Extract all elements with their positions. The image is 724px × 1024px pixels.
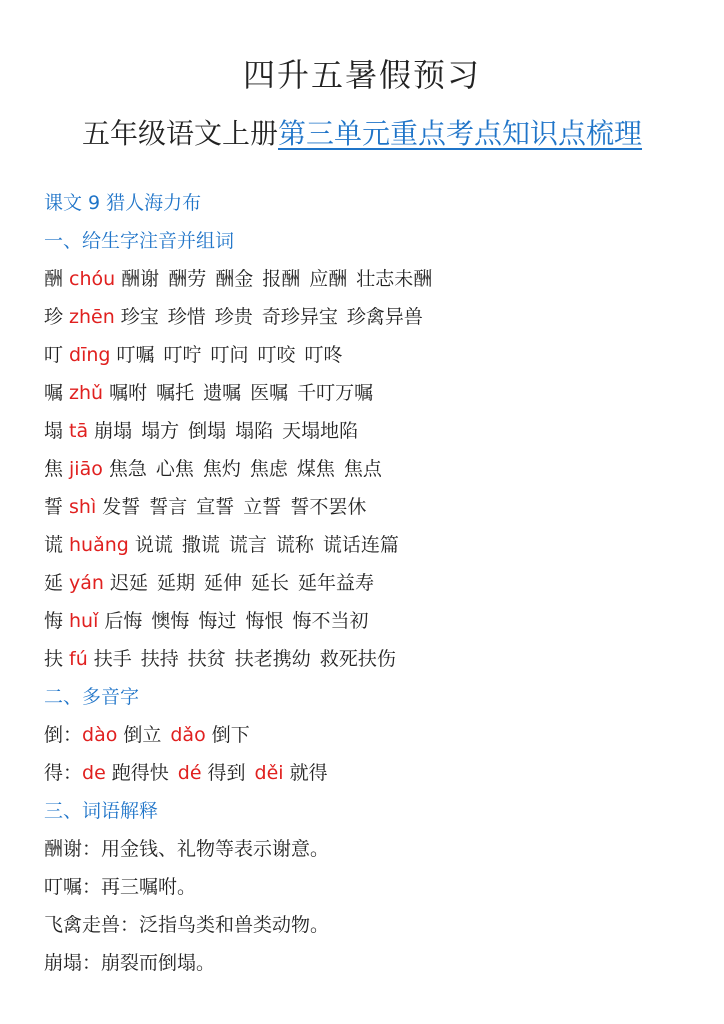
char: 扶 <box>44 648 64 670</box>
char-row <box>44 412 704 450</box>
word: 遗嘱 <box>203 382 242 404</box>
word: 悔不当初 <box>292 610 369 632</box>
pinyin: tā <box>69 420 89 442</box>
char-row <box>44 488 704 526</box>
word: 誓不罢休 <box>290 496 367 518</box>
word: 叮咚 <box>304 344 343 366</box>
word: 延长 <box>251 572 290 594</box>
pinyin: děi <box>254 762 284 784</box>
section2-heading: 二、多音字 <box>44 686 140 708</box>
word: 煤焦 <box>296 458 335 480</box>
definition-row: 飞禽走兽：泛指鸟类和兽类动物。 <box>44 914 330 936</box>
subtitle-highlight-link[interactable]: 第三单元重点考点知识点梳理 <box>278 117 643 150</box>
word: 焦点 <box>343 458 382 480</box>
word: 宣誓 <box>196 496 235 518</box>
pinyin: yán <box>69 572 104 594</box>
definition-row: 酬谢：用金钱、礼物等表示谢意。 <box>44 838 330 860</box>
char: 延 <box>44 572 64 594</box>
word: 延年益寿 <box>298 572 375 594</box>
char-row <box>44 526 704 564</box>
char: 悔 <box>44 610 64 632</box>
word: 倒立 <box>123 724 162 746</box>
word: 发誓 <box>102 496 141 518</box>
pinyin: huǐ <box>69 610 99 632</box>
word: 奇珍异宝 <box>261 306 338 328</box>
pinyin: dīng <box>69 344 111 366</box>
char-row <box>44 374 704 412</box>
word: 千叮万嘱 <box>297 382 374 404</box>
section1-heading: 一、给生字注音并组词 <box>44 230 235 252</box>
word: 撒谎 <box>181 534 220 556</box>
word: 焦灼 <box>202 458 241 480</box>
word: 立誓 <box>243 496 282 518</box>
document-content <box>44 184 704 982</box>
pinyin: fú <box>69 648 88 670</box>
word: 报酬 <box>262 268 301 290</box>
pinyin: dào <box>82 724 118 746</box>
word: 壮志未酬 <box>356 268 433 290</box>
polyphone-row <box>44 716 704 754</box>
char: 倒： <box>44 724 83 746</box>
char: 叮 <box>44 344 64 366</box>
word: 悔恨 <box>245 610 284 632</box>
word: 倒塌 <box>188 420 227 442</box>
char-row <box>44 450 704 488</box>
word: 扶手 <box>93 648 132 670</box>
char: 酬 <box>44 268 64 290</box>
word: 应酬 <box>309 268 348 290</box>
char-row <box>44 602 704 640</box>
char: 誓 <box>44 496 64 518</box>
subtitle-prefix: 五年级语文上册 <box>81 117 278 150</box>
char-row <box>44 640 704 678</box>
char: 珍 <box>44 306 64 328</box>
word: 酬谢 <box>121 268 160 290</box>
word: 珍禽异兽 <box>346 306 423 328</box>
word: 谎话连篇 <box>322 534 399 556</box>
char: 得： <box>44 762 83 784</box>
word: 懊悔 <box>151 610 190 632</box>
word: 酬劳 <box>168 268 207 290</box>
word: 天塌地陷 <box>282 420 359 442</box>
polyphone-row <box>44 754 704 792</box>
char-row <box>44 336 704 374</box>
pinyin: dǎo <box>170 724 206 746</box>
word: 延伸 <box>203 572 242 594</box>
word: 谎称 <box>275 534 314 556</box>
pinyin: zhēn <box>69 306 115 328</box>
word: 珍宝 <box>120 306 159 328</box>
char-row <box>44 298 704 336</box>
word: 救死扶伤 <box>319 648 396 670</box>
word: 医嘱 <box>250 382 289 404</box>
word: 就得 <box>289 762 328 784</box>
word: 说谎 <box>134 534 173 556</box>
word: 酬金 <box>215 268 254 290</box>
word: 叮问 <box>210 344 249 366</box>
section1-rows <box>44 260 704 678</box>
char: 塌 <box>44 420 64 442</box>
word: 悔过 <box>198 610 237 632</box>
word: 谎言 <box>228 534 267 556</box>
char: 焦 <box>44 458 64 480</box>
word: 迟延 <box>109 572 148 594</box>
char: 谎 <box>44 534 64 556</box>
word: 誓言 <box>149 496 188 518</box>
word: 延期 <box>156 572 195 594</box>
lesson-title: 课文 9 猎人海力布 <box>44 192 202 214</box>
word: 焦虑 <box>249 458 288 480</box>
pinyin: chóu <box>69 268 116 290</box>
pinyin: dé <box>177 762 202 784</box>
word: 珍惜 <box>167 306 206 328</box>
pinyin: de <box>82 762 106 784</box>
pinyin: jiāo <box>69 458 103 480</box>
word: 塌方 <box>141 420 180 442</box>
definition-row: 叮嘱：再三嘱咐。 <box>44 876 197 898</box>
word: 扶贫 <box>187 648 226 670</box>
word: 叮嘱 <box>116 344 155 366</box>
section2-rows <box>44 716 704 792</box>
page-subtitle <box>0 112 724 152</box>
word: 崩塌 <box>94 420 133 442</box>
char: 嘱 <box>44 382 64 404</box>
pinyin: huǎng <box>69 534 129 556</box>
word: 嘱托 <box>156 382 195 404</box>
word: 叮咛 <box>163 344 202 366</box>
word: 叮咬 <box>257 344 296 366</box>
section3-heading: 三、词语解释 <box>44 800 159 822</box>
definition-row: 崩塌：崩裂而倒塌。 <box>44 952 216 974</box>
word: 得到 <box>207 762 246 784</box>
char-row <box>44 260 704 298</box>
section3-rows <box>44 830 704 982</box>
word: 后悔 <box>104 610 143 632</box>
word: 倒下 <box>211 724 250 746</box>
pinyin: shì <box>69 496 97 518</box>
page-title: 四升五暑假预习 <box>242 56 481 94</box>
pinyin: zhǔ <box>69 382 104 404</box>
word: 嘱咐 <box>109 382 148 404</box>
word: 扶老携幼 <box>234 648 311 670</box>
word: 塌陷 <box>235 420 274 442</box>
word: 珍贵 <box>214 306 253 328</box>
word: 焦急 <box>108 458 147 480</box>
char-row <box>44 564 704 602</box>
word: 跑得快 <box>111 762 169 784</box>
word: 扶持 <box>140 648 179 670</box>
word: 心焦 <box>155 458 194 480</box>
